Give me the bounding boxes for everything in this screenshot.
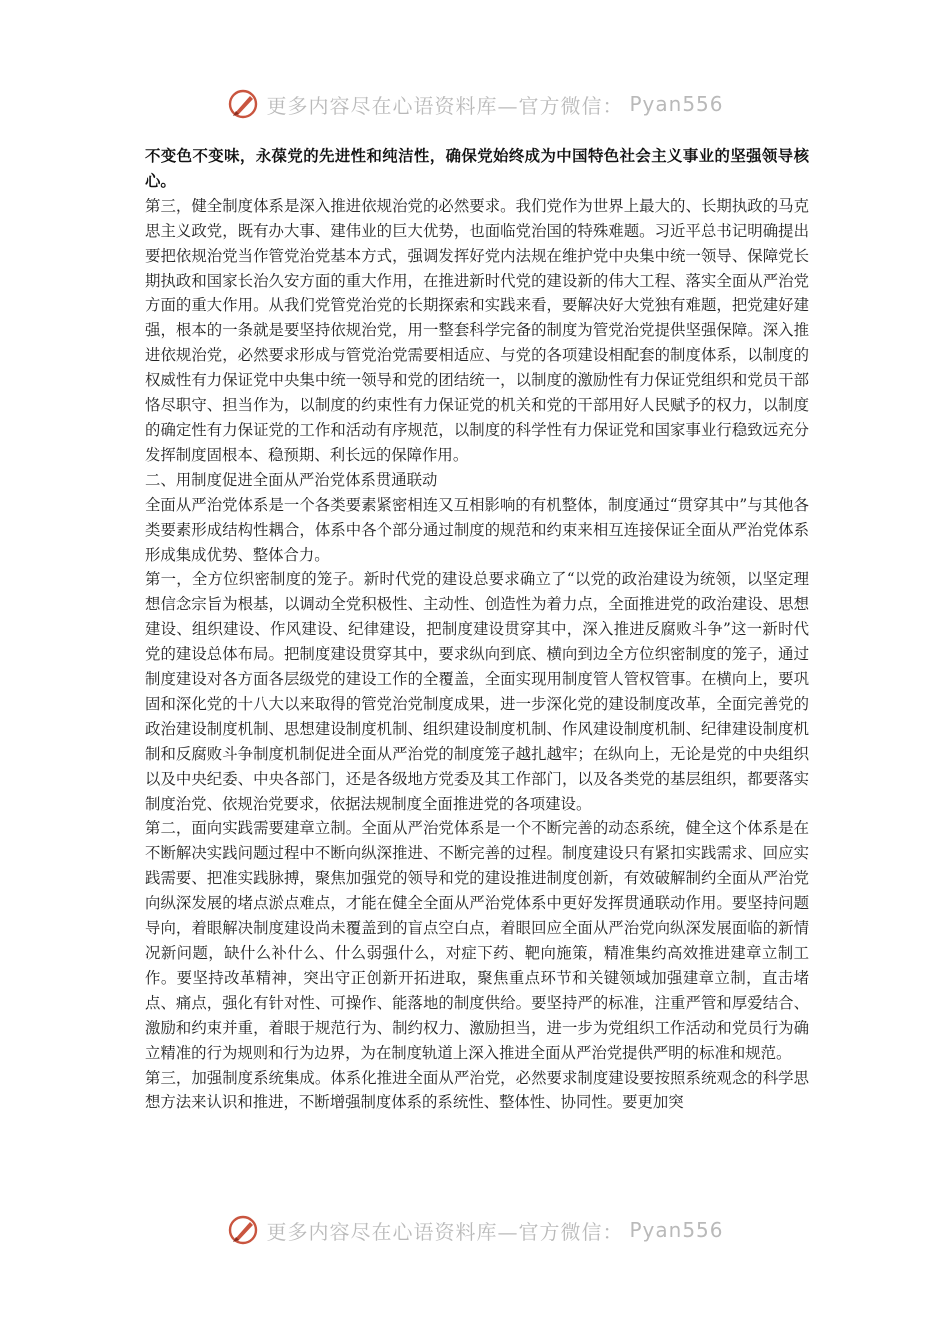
section-heading-2: 二、用制度促进全面从严治党体系贯通联动 xyxy=(145,470,438,489)
watermark-brand: Pyan556 xyxy=(629,92,724,116)
paragraph-second-point: 第二，面向实践需要建章立制。全面从严治党体系是一个不断完善的动态系统，健全这个体系是在不断解决实践问题过程中不断向纵深推进、不断完善的过程。制度建设只有紧扣实践需求、回应实践需要、把准实践脉搏，聚焦加强党的领导和党的建设推进制度创新，有效破解制约全面从严治党向纵深发展的堵点淤点难点，才能在健全全面从严治党体系中更好发挥贯通联动作用。要坚持问题导向，着眼解决制度建设尚未覆盖到的盲点空白点，着眼回应全面从严治党向纵深发展面临的新情况新问题，缺什么补什么、什么弱强什么，对症下药、靶向施策，精准集约高效推进建章立制工作。要坚持改革精神，突出守正创新开拓进取，聚焦重点环节和关键领域加强建章立制，直击堵点、痛点，强化有针对性、可操作、能落地的制度供给。要坚持严的标准，注重严管和厚爱结合、激励和约束并重，着眼于规范行为、制约权力、激励担当，进一步为党组织工作活动和党员行为确立精准的行为规则和行为边界，为在制度轨道上深入推进全面从严治党提供严明的标准和规范。 xyxy=(145,819,809,1062)
watermark-brand: Pyan556 xyxy=(629,1218,724,1242)
pen-circle-logo-icon xyxy=(226,1213,260,1247)
paragraph-third-point-2: 第三，加强制度系统集成。体系化推进全面从严治党，必然要求制度建设要按照系统观念的科学思想方法来认识和推进，不断增强制度体系的系统性、整体性、协同性。要更加突 xyxy=(145,1068,809,1112)
pen-circle-logo-icon xyxy=(226,87,260,121)
paragraph-third-point: 第三，健全制度体系是深入推进依规治党的必然要求。我们党作为世界上最大的、长期执政的马克思主义政党，既有办大事、建伟业的巨大优势，也面临党治国的特殊难题。习近平总书记明确提出要把依规治党当作管党治党基本方式，强调发挥好党内法规在维护党中央集中统一领导、保障党长期执政和国家长治久安方面的重大作用，在推进新时代党的建设新的伟大工程、落实全面从严治党方面的重大作用。从我们党管党治党的长期探索和实践来看，要解决好大党独有难题，把党建好建强，根本的一条就是要坚持依规治党，用一整套科学完备的制度为管党治党提供坚强保障。深入推进依规治党，必然要求形成与管党治党需要相适应、与党的各项建设相配套的制度体系，以制度的权威性有力保证党中央集中统一领导和党的团结统一，以制度的激励性有力保证党组织和党员干部恪尽职守、担当作为，以制度的约束性有力保证党的机关和党的干部用好人民赋予的权力，以制度的确定性有力保证党的工作和活动有序规范，以制度的科学性有力保证党和国家事业行稳致远充分发挥制度固根本、稳预期、利长远的保障作用。 xyxy=(145,196,809,464)
paragraph-continuation: 不变色不变味，永葆党的先进性和纯洁性，确保党始终成为中国特色社会主义事业的坚强领导核心。 xyxy=(145,147,809,190)
paragraph-first-point: 第一，全方位织密制度的笼子。新时代党的建设总要求确立了“以党的政治建设为统领，以坚定理想信念宗旨为根基，以调动全党积极性、主动性、创造性为着力点，全面推进党的政治建设、思想建设、组织建设、作风建设、纪律建设，把制度建设贯穿其中，深入推进反腐败斗争”这一新时代党的建设总体布局。把制度建设贯穿其中，要求纵向到底、横向到边全方位织密制度的笼子，通过制度建设对各方面各层级党的建设工作的全覆盖，全面实现用制度管人管权管事。在横向上，要巩固和深化党的十八大以来取得的管党治党制度成果，进一步深化党的建设制度改革，全面完善党的政治建设制度机制、思想建设制度机制、组织建设制度机制、作风建设制度机制、纪律建设制度机制和反腐败斗争制度机制促进全面从严治党的制度笼子越扎越牢；在纵向上，无论是党的中央组织以及中央纪委、中央各部门，还是各级地方党委及其工作部门，以及各类党的基层组织，都要落实制度治党、依规治党要求，依据法规制度全面推进党的各项建设。 xyxy=(145,570,809,813)
footer-watermark xyxy=(0,1210,950,1250)
watermark-text: 更多内容尽在心语资料库—官方微信： xyxy=(266,1219,624,1244)
paragraph-section-intro: 全面从严治党体系是一个各类要素紧密相连又互相影响的有机整体，制度通过“贯穿其中”与其他各类要素形成结构性耦合，体系中各个部分通过制度的规范和约束来相互连接保证全面从严治党体系形成集成优势、整体合力。 xyxy=(145,495,809,564)
document-body xyxy=(145,144,809,1115)
watermark-text: 更多内容尽在心语资料库—官方微信： xyxy=(266,93,624,118)
header-watermark xyxy=(0,84,950,124)
